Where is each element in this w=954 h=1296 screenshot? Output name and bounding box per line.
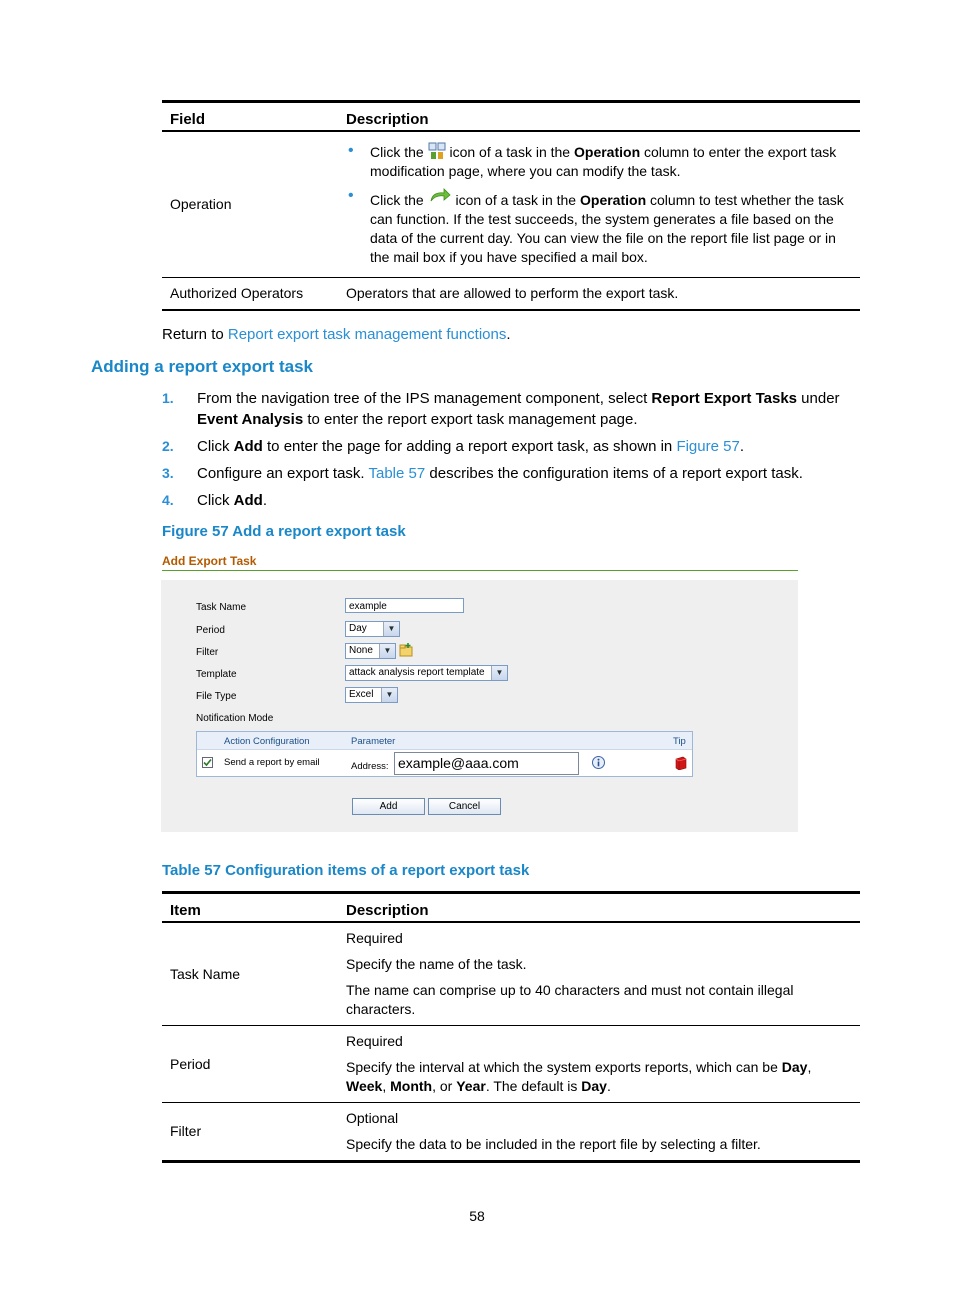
period-label: Period [196, 625, 225, 636]
chevron-down-icon: ▼ [383, 622, 399, 636]
file-type-label: File Type [196, 691, 237, 702]
table-caption: Table 57 Configuration items of a report export task [162, 862, 530, 879]
step-number: 3. [162, 465, 174, 481]
item-cell: Task Name [162, 922, 338, 1026]
filter-select[interactable]: None ▼ [345, 643, 396, 659]
tip-icon[interactable] [675, 756, 687, 770]
table-row [162, 1026, 860, 1103]
col-tip: Tip [673, 736, 686, 747]
header-field: Field [162, 103, 338, 131]
notification-header [197, 732, 692, 750]
description-line: The name can comprise up to 40 characters and must not contain illegal characters. [346, 982, 794, 1017]
field-cell: Operation [162, 131, 338, 278]
chevron-down-icon: ▼ [381, 688, 397, 702]
address-label: Address: [351, 761, 389, 772]
return-line: Return to Report export task management functions. [162, 326, 511, 343]
list-item: • Click the icon of a task in the Operation column to enter the export task modification page, where you can modify the task. [346, 142, 852, 181]
header-description: Description [338, 894, 860, 922]
add-export-task-form [161, 580, 798, 832]
table-row [162, 131, 860, 278]
notification-table [196, 731, 693, 777]
screenshot-title: Add Export Task [162, 554, 257, 568]
col-parameter: Parameter [351, 736, 396, 747]
filter-label: Filter [196, 647, 219, 658]
cross-reference-link[interactable]: Figure 57 [676, 438, 740, 455]
step-number: 4. [162, 492, 174, 508]
item-cell: Period [162, 1026, 338, 1103]
cancel-button[interactable]: Cancel [428, 798, 501, 815]
cross-reference-link[interactable]: Table 57 [368, 465, 426, 482]
bullet-list [346, 142, 852, 267]
info-icon[interactable] [592, 756, 605, 769]
description-cell [338, 1026, 860, 1103]
header-description: Description [338, 103, 860, 131]
step-list [162, 388, 862, 517]
col-action-configuration: Action Configuration [224, 736, 310, 747]
template-select[interactable]: attack analysis report template ▼ [345, 665, 508, 681]
send-report-label: Send a report by email [224, 757, 320, 768]
item-cell: Filter [162, 1103, 338, 1162]
add-button[interactable]: Add [352, 798, 425, 815]
email-checkbox[interactable] [202, 757, 213, 768]
table-row [162, 278, 860, 311]
description-line: Required [346, 1033, 403, 1049]
step-item: 2. Click Add to enter the page for adding a report export task, as shown in Figure 57. [162, 438, 744, 455]
notification-mode-label: Notification Mode [196, 713, 274, 724]
step-number: 1. [162, 390, 174, 406]
description-line: Specify the interval at which the system exports reports, which can be Day, Week, Month, or Year. The default is Day. [346, 1059, 812, 1094]
task-name-input[interactable]: example [345, 598, 464, 613]
field-cell: Authorized Operators [162, 278, 338, 311]
address-input[interactable]: example@aaa.com [394, 752, 579, 775]
title-divider [162, 570, 798, 571]
period-select[interactable]: Day ▼ [345, 621, 400, 637]
table-row [162, 922, 860, 1026]
header-item: Item [162, 894, 338, 922]
step-number: 2. [162, 438, 174, 454]
description-cell: Operators that are allowed to perform the export task. [338, 278, 860, 311]
config-table [162, 894, 860, 1163]
section-heading: Adding a report export task [91, 357, 313, 376]
step-item: 3. Configure an export task. Table 57 describes the configuration items of a report export task. [162, 465, 803, 482]
add-filter-icon[interactable] [399, 643, 413, 657]
field-table [162, 103, 860, 311]
description-line: Specify the name of the task. [346, 956, 527, 972]
step-item: 4. Click Add. [162, 492, 268, 509]
description-cell [338, 1103, 860, 1162]
chevron-down-icon: ▼ [379, 644, 395, 658]
table-row [162, 1103, 860, 1162]
figure-caption: Figure 57 Add a report export task [162, 523, 406, 540]
description-line: Specify the data to be included in the report file by selecting a filter. [346, 1136, 761, 1152]
chevron-down-icon: ▼ [491, 666, 507, 680]
modify-icon [428, 142, 446, 160]
description-line: Optional [346, 1110, 399, 1126]
file-type-select[interactable]: Excel ▼ [345, 687, 398, 703]
page-number: 58 [469, 1208, 485, 1224]
description-line: Required [346, 930, 403, 946]
return-link[interactable]: Report export task management functions [227, 326, 507, 343]
description-cell [338, 922, 860, 1026]
task-name-label: Task Name [196, 602, 247, 613]
template-label: Template [196, 669, 237, 680]
step-item: 1. From the navigation tree of the IPS management component, select Report Export Tasks under Event Analysis to enter the report export task management page. [162, 390, 840, 428]
test-arrow-icon [428, 187, 452, 203]
list-item: • Click the icon of a task in the Operation column to test whether the task can function. If the test succeeds, the system generates a file based on the data of the current day. You can view the file on the report file list page or in the mail box if you have specified a mail box. [346, 187, 852, 267]
